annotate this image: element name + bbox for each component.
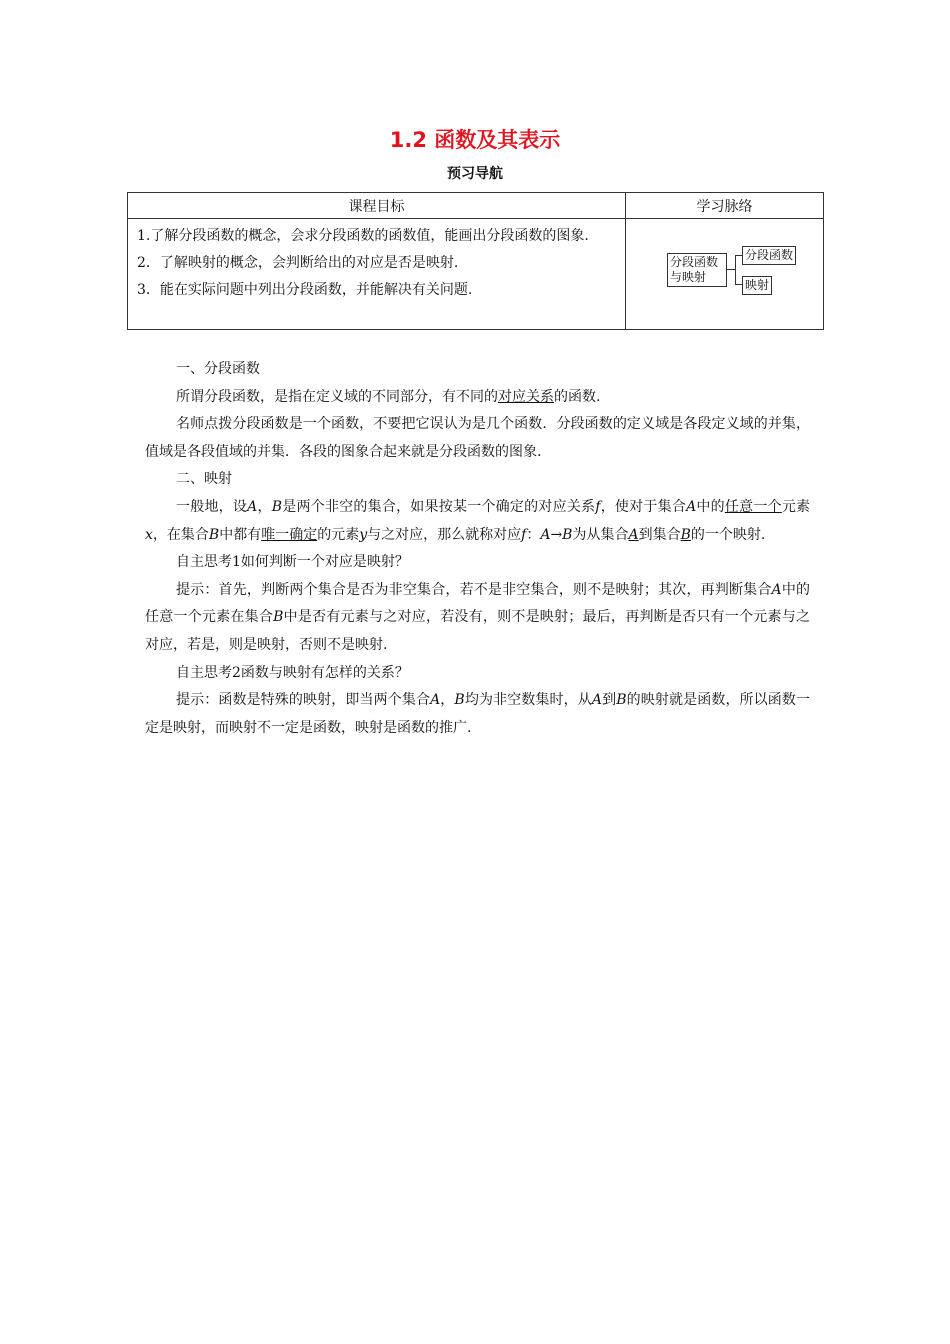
page-title: 1.2 函数及其表示 (389, 128, 561, 152)
map-connector (726, 269, 735, 270)
section-heading: 预习导航 (447, 166, 503, 182)
map-child-mapping: 映射 (742, 276, 772, 295)
body-text (145, 356, 810, 742)
map-header: 学习脉络 (626, 193, 824, 219)
goals-header: 课程目标 (128, 193, 626, 219)
think2-question: 自主思考2函数与映射有怎样的关系？ (176, 664, 409, 681)
preview-table (127, 192, 824, 330)
sec1-definition: 所谓分段函数，是指在定义域的不同部分，有不同的对应关系的函数. (176, 388, 601, 405)
think1-answer: 提示：首先，判断两个集合是否为非空集合，若不是非空集合，则不是映射；其次，再判断集合A中的任意一个元素在集合B中是否有元素与之对应，若没有，则不是映射；最后，再判断是否只有一个元素与之对应，若是，则是映射，否则不是映射. (145, 581, 810, 653)
sec2-heading: 二、映射 (176, 471, 232, 488)
think2-answer: 提示：函数是特殊的映射，即当两个集合A，B均为非空数集时，从A到B的映射就是函数，所以函数一定是映射，而映射不一定是函数，映射是函数的推广. (145, 692, 811, 736)
learning-map (626, 219, 824, 330)
map-child-piecewise: 分段函数 (742, 246, 796, 265)
map-connector (735, 255, 736, 284)
goal-item: 1.了解分段函数的概念，会求分段函数的函数值，能画出分段函数的图象. (137, 228, 589, 244)
goal-item: 3．能在实际问题中列出分段函数，并能解决有关问题. (137, 282, 473, 298)
sec2-definition: 一般地，设A，B是两个非空的集合，如果按某一个确定的对应关系f，使对于集合A中的任意一个元素x，在集合B中都有唯一确定的元素y与之对应，那么就称对应f：A→B为从集合A到集合B的一个映射. (145, 498, 811, 543)
goal-item: 2．了解映射的概念，会判断给出的对应是否是映射. (137, 255, 459, 271)
map-root-box: 分段函数 与映射 (667, 253, 727, 287)
think1-question: 自主思考1如何判断一个对应是映射？ (176, 554, 409, 571)
map-connector (735, 284, 742, 285)
map-connector (735, 255, 742, 256)
sec1-tip: 名师点拨分段函数是一个函数，不要把它误认为是几个函数．分段函数的定义域是各段定义域的并集，值域是各段值域的并集．各段的图象合起来就是分段函数的图象. (145, 416, 810, 460)
sec1-heading: 一、分段函数 (176, 361, 260, 377)
goals-cell (128, 219, 626, 330)
